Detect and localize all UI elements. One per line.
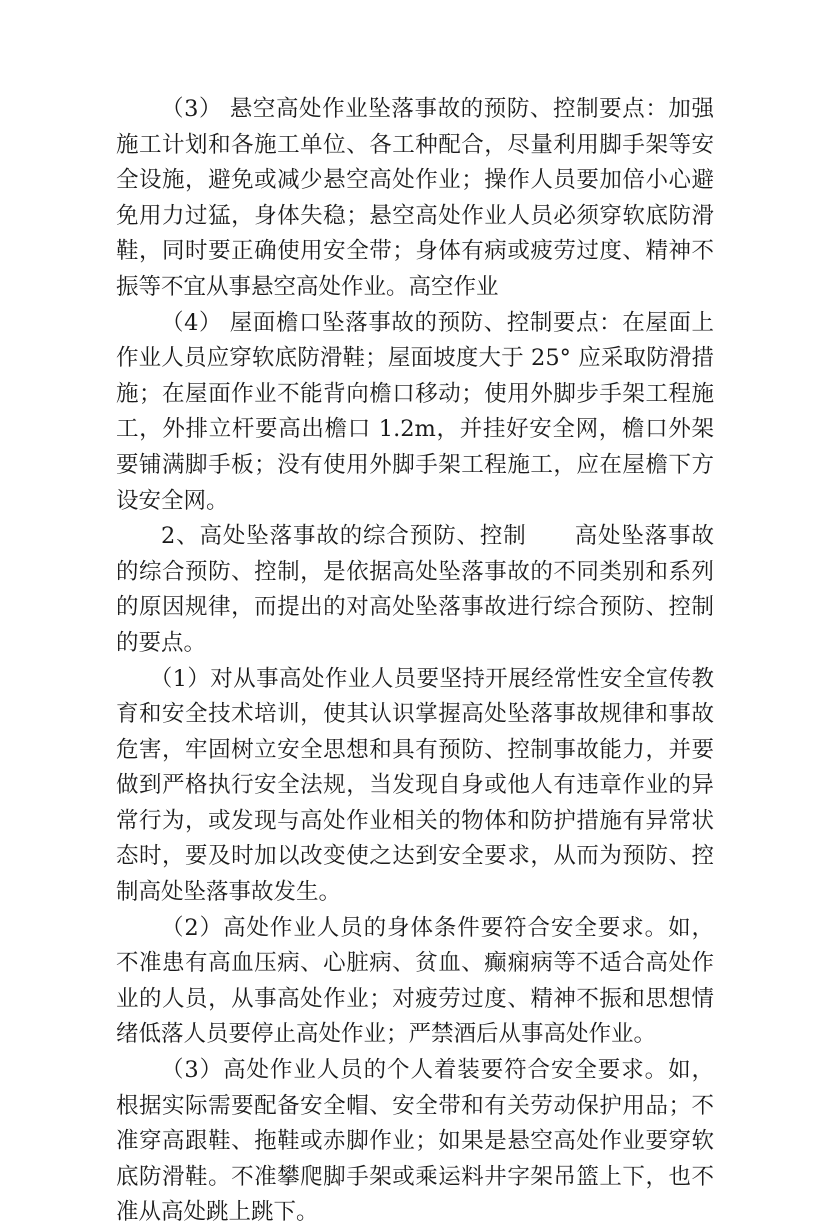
paragraph-clothing: （3）高处作业人员的个人着装要符合安全要求。如，根据实际需要配备安全帽、安全带和有关劳动保护用品；不准穿高跟鞋、拖鞋或赤脚作业；如果是悬空高处作业要穿软底防滑鞋。不准攀爬脚手架或乘运料井字架吊篮上下，也不准从高处跳上跳下。 xyxy=(116,1057,714,1226)
section-intro: 高处坠落事故的综合预防、控制，是依据高处坠落事故的不同类别和系列的原因规律，而提出的对高处坠落事故进行综合预防、控制的要点。 xyxy=(116,523,714,656)
paragraph-comprehensive-prevention xyxy=(116,519,714,661)
section-heading: 2、高处坠落事故的综合预防、控制 xyxy=(161,523,527,550)
paragraph-suspended-work: （3） 悬空高处作业坠落事故的预防、控制要点：加强施工计划和各施工单位、各工种配合，尽量利用脚手架等安全设施，避免或减少悬空高处作业；操作人员要加倍小心避免用力过猛，身体失稳；悬空高处作业人员必须穿软底防滑鞋，同时要正确使用安全带；身体有病或疲劳过度、精神不振等不宜从事悬空高处作业。高空作业 xyxy=(116,96,714,300)
paragraph-roof-eaves: （4） 屋面檐口坠落事故的预防、控制要点：在屋面上作业人员应穿软底防滑鞋；屋面坡度大于 25° 应采取防滑措施；在屋面作业不能背向檐口移动；使用外脚步手架工程施工，外排立杆要高出檐口 1.2m，并挂好安全网，檐口外架要铺满脚手板；没有使用外脚手架工程施工，应在屋檐下方设安全网。 xyxy=(116,309,714,514)
paragraph-physical-condition: （2）高处作业人员的身体条件要符合安全要求。如，不准患有高血压病、心脏病、贫血、癫痫病等不适合高处作业的人员，从事高处作业；对疲劳过度、精神不振和思想情绪低落人员要停止高处作业；严禁酒后从事高处作业。 xyxy=(116,914,714,1048)
paragraph-training: （1）对从事高处作业人员要坚持开展经常性安全宣传教育和安全技术培训，使其认识掌握高处坠落事故规律和事故危害，牢固树立安全思想和具有预防、控制事故能力，并要做到严格执行安全法规，当发现自身或他人有违章作业的异常行为，或发现与高处作业相关的物体和防护措施有异常状态时，要及时加以改变使之达到安全要求，从而为预防、控制高处坠落事故发生。 xyxy=(116,665,714,906)
document-body xyxy=(116,92,714,1231)
